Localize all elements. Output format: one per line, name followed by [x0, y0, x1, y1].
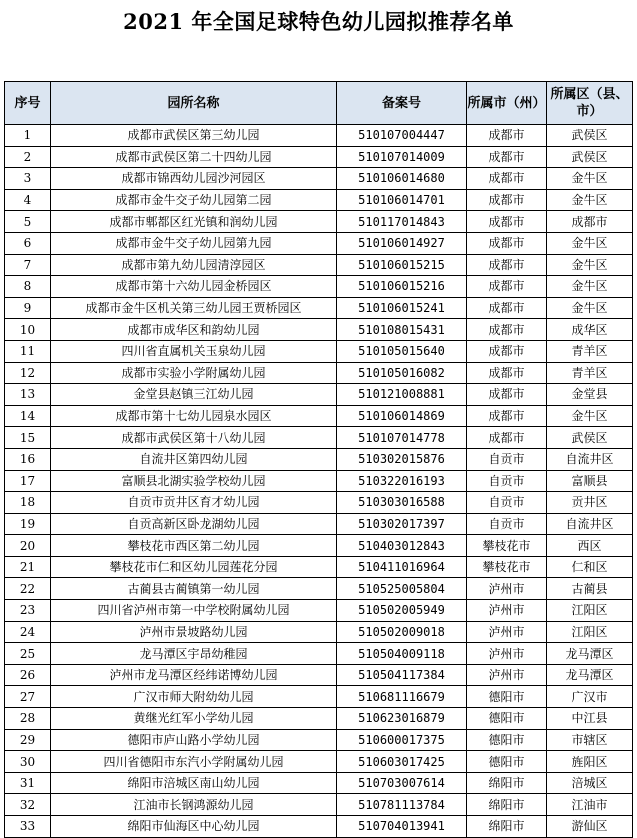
cell-index: 2 [5, 146, 51, 168]
table-row [5, 556, 633, 578]
cell-index: 30 [5, 751, 51, 773]
cell-district: 广汉市 [547, 686, 633, 708]
cell-registration-code: 510781113784 [337, 794, 467, 816]
cell-district: 市辖区 [547, 729, 633, 751]
cell-index: 31 [5, 772, 51, 794]
table-row [5, 276, 633, 298]
table-row [5, 362, 633, 384]
cell-index: 14 [5, 405, 51, 427]
cell-city: 泸州市 [467, 578, 547, 600]
cell-district: 金牛区 [547, 168, 633, 190]
cell-kindergarten-name: 成都市锦西幼儿园沙河园区 [51, 168, 337, 190]
cell-index: 23 [5, 600, 51, 622]
cell-registration-code: 510303016588 [337, 492, 467, 514]
cell-city: 成都市 [467, 254, 547, 276]
table-row [5, 794, 633, 816]
cell-kindergarten-name: 成都市金牛交子幼儿园第二园 [51, 189, 337, 211]
table-row [5, 146, 633, 168]
cell-kindergarten-name: 成都市第九幼儿园清淳园区 [51, 254, 337, 276]
table-row [5, 470, 633, 492]
cell-district: 旌阳区 [547, 751, 633, 773]
cell-index: 28 [5, 708, 51, 730]
cell-city: 成都市 [467, 405, 547, 427]
cell-city: 攀枝花市 [467, 556, 547, 578]
cell-district: 涪城区 [547, 772, 633, 794]
cell-index: 16 [5, 448, 51, 470]
cell-district: 龙马潭区 [547, 643, 633, 665]
table-row [5, 708, 633, 730]
cell-city: 绵阳市 [467, 794, 547, 816]
cell-registration-code: 510106015241 [337, 297, 467, 319]
cell-city: 泸州市 [467, 621, 547, 643]
cell-index: 33 [5, 816, 51, 838]
cell-kindergarten-name: 成都市武侯区第三幼儿园 [51, 125, 337, 147]
cell-district: 西区 [547, 535, 633, 557]
cell-registration-code: 510107014778 [337, 427, 467, 449]
cell-registration-code: 510623016879 [337, 708, 467, 730]
cell-registration-code: 510106014680 [337, 168, 467, 190]
cell-city: 成都市 [467, 384, 547, 406]
cell-city: 德阳市 [467, 729, 547, 751]
cell-index: 11 [5, 340, 51, 362]
cell-city: 自贡市 [467, 492, 547, 514]
cell-district: 金牛区 [547, 232, 633, 254]
cell-kindergarten-name: 自贡高新区卧龙湖幼儿园 [51, 513, 337, 535]
cell-registration-code: 510117014843 [337, 211, 467, 233]
cell-registration-code: 510106015215 [337, 254, 467, 276]
cell-registration-code: 510105016082 [337, 362, 467, 384]
table-row [5, 448, 633, 470]
cell-kindergarten-name: 金堂县赵镇三江幼儿园 [51, 384, 337, 406]
cell-city: 泸州市 [467, 664, 547, 686]
cell-registration-code: 510302015876 [337, 448, 467, 470]
cell-index: 12 [5, 362, 51, 384]
cell-index: 29 [5, 729, 51, 751]
cell-city: 攀枝花市 [467, 535, 547, 557]
cell-district: 金牛区 [547, 254, 633, 276]
cell-registration-code: 510504009118 [337, 643, 467, 665]
cell-kindergarten-name: 成都市武侯区第十八幼儿园 [51, 427, 337, 449]
cell-registration-code: 510681116679 [337, 686, 467, 708]
cell-kindergarten-name: 广汉市师大附幼幼儿园 [51, 686, 337, 708]
cell-kindergarten-name: 自流井区第四幼儿园 [51, 448, 337, 470]
cell-kindergarten-name: 自贡市贡井区育才幼儿园 [51, 492, 337, 514]
table-row [5, 125, 633, 147]
cell-index: 4 [5, 189, 51, 211]
cell-index: 15 [5, 427, 51, 449]
cell-index: 21 [5, 556, 51, 578]
cell-kindergarten-name: 古蔺县古蔺镇第一幼儿园 [51, 578, 337, 600]
cell-district: 贡井区 [547, 492, 633, 514]
cell-district: 金牛区 [547, 189, 633, 211]
cell-registration-code: 510105015640 [337, 340, 467, 362]
cell-registration-code: 510603017425 [337, 751, 467, 773]
cell-district: 江阳区 [547, 600, 633, 622]
cell-registration-code: 510302017397 [337, 513, 467, 535]
cell-registration-code: 510106014869 [337, 405, 467, 427]
table-row [5, 751, 633, 773]
cell-district: 自流井区 [547, 448, 633, 470]
cell-district: 富顺县 [547, 470, 633, 492]
cell-registration-code: 510106015216 [337, 276, 467, 298]
table-row [5, 297, 633, 319]
cell-registration-code: 510107004447 [337, 125, 467, 147]
cell-district: 武侯区 [547, 146, 633, 168]
cell-kindergarten-name: 攀枝花市仁和区幼儿园莲花分园 [51, 556, 337, 578]
cell-index: 3 [5, 168, 51, 190]
cell-registration-code: 510504117384 [337, 664, 467, 686]
cell-index: 20 [5, 535, 51, 557]
table-row [5, 664, 633, 686]
table-row [5, 211, 633, 233]
cell-kindergarten-name: 龙马潭区宇昂幼稚园 [51, 643, 337, 665]
cell-city: 绵阳市 [467, 772, 547, 794]
cell-registration-code: 510403012843 [337, 535, 467, 557]
cell-kindergarten-name: 泸州市龙马潭区经纬诺博幼儿园 [51, 664, 337, 686]
cell-kindergarten-name: 绵阳市涪城区南山幼儿园 [51, 772, 337, 794]
cell-kindergarten-name: 德阳市庐山路小学幼儿园 [51, 729, 337, 751]
cell-kindergarten-name: 成都市第十六幼儿园金桥园区 [51, 276, 337, 298]
table-row [5, 319, 633, 341]
cell-district: 龙马潭区 [547, 664, 633, 686]
cell-kindergarten-name: 绵阳市仙海区中心幼儿园 [51, 816, 337, 838]
cell-registration-code: 510322016193 [337, 470, 467, 492]
cell-city: 泸州市 [467, 600, 547, 622]
cell-index: 1 [5, 125, 51, 147]
cell-district: 青羊区 [547, 340, 633, 362]
cell-index: 27 [5, 686, 51, 708]
cell-district: 中江县 [547, 708, 633, 730]
cell-city: 德阳市 [467, 686, 547, 708]
cell-city: 德阳市 [467, 751, 547, 773]
cell-registration-code: 510600017375 [337, 729, 467, 751]
header-name: 园所名称 [51, 82, 337, 125]
table-row [5, 578, 633, 600]
cell-city: 成都市 [467, 168, 547, 190]
table-row [5, 168, 633, 190]
table-row [5, 600, 633, 622]
cell-city: 成都市 [467, 125, 547, 147]
cell-registration-code: 510502005949 [337, 600, 467, 622]
cell-kindergarten-name: 四川省德阳市东汽小学附属幼儿园 [51, 751, 337, 773]
cell-registration-code: 510703007614 [337, 772, 467, 794]
cell-index: 9 [5, 297, 51, 319]
cell-city: 成都市 [467, 427, 547, 449]
table-row [5, 772, 633, 794]
cell-district: 武侯区 [547, 125, 633, 147]
cell-registration-code: 510107014009 [337, 146, 467, 168]
cell-city: 成都市 [467, 146, 547, 168]
cell-district: 金堂县 [547, 384, 633, 406]
cell-district: 成华区 [547, 319, 633, 341]
table-row [5, 686, 633, 708]
cell-registration-code: 510106014927 [337, 232, 467, 254]
cell-district: 仁和区 [547, 556, 633, 578]
table-row [5, 535, 633, 557]
table-row [5, 384, 633, 406]
cell-city: 成都市 [467, 297, 547, 319]
cell-city: 德阳市 [467, 708, 547, 730]
cell-city: 自贡市 [467, 513, 547, 535]
table-body [5, 125, 633, 838]
cell-registration-code: 510502009018 [337, 621, 467, 643]
cell-index: 17 [5, 470, 51, 492]
cell-registration-code: 510525005804 [337, 578, 467, 600]
cell-kindergarten-name: 富顺县北湖实验学校幼儿园 [51, 470, 337, 492]
cell-city: 成都市 [467, 276, 547, 298]
cell-district: 游仙区 [547, 816, 633, 838]
cell-city: 成都市 [467, 211, 547, 233]
cell-district: 江阳区 [547, 621, 633, 643]
cell-district: 武侯区 [547, 427, 633, 449]
table-row [5, 621, 633, 643]
table-row [5, 816, 633, 838]
cell-city: 自贡市 [467, 448, 547, 470]
table-row [5, 254, 633, 276]
cell-index: 10 [5, 319, 51, 341]
cell-city: 成都市 [467, 340, 547, 362]
cell-kindergarten-name: 黄继光红军小学幼儿园 [51, 708, 337, 730]
cell-index: 25 [5, 643, 51, 665]
table-row [5, 492, 633, 514]
cell-district: 金牛区 [547, 405, 633, 427]
cell-city: 成都市 [467, 362, 547, 384]
table-row [5, 513, 633, 535]
page-title: 2021 年全国足球特色幼儿园拟推荐名单 [123, 9, 514, 34]
header-district: 所属区（县、市） [547, 82, 633, 125]
cell-city: 成都市 [467, 189, 547, 211]
cell-registration-code: 510121008881 [337, 384, 467, 406]
cell-kindergarten-name: 成都市成华区和韵幼儿园 [51, 319, 337, 341]
header-code: 备案号 [337, 82, 467, 125]
cell-city: 自贡市 [467, 470, 547, 492]
kindergarten-table [4, 81, 633, 838]
table-row [5, 643, 633, 665]
cell-index: 6 [5, 232, 51, 254]
cell-kindergarten-name: 四川省直属机关玉泉幼儿园 [51, 340, 337, 362]
cell-kindergarten-name: 江油市长钢鸿源幼儿园 [51, 794, 337, 816]
cell-index: 13 [5, 384, 51, 406]
cell-kindergarten-name: 成都市实验小学附属幼儿园 [51, 362, 337, 384]
table-row [5, 189, 633, 211]
cell-index: 5 [5, 211, 51, 233]
cell-city: 绵阳市 [467, 816, 547, 838]
cell-registration-code: 510704013941 [337, 816, 467, 838]
cell-district: 青羊区 [547, 362, 633, 384]
table-row [5, 232, 633, 254]
table-row [5, 340, 633, 362]
cell-index: 24 [5, 621, 51, 643]
cell-kindergarten-name: 泸州市景坡路幼儿园 [51, 621, 337, 643]
cell-index: 22 [5, 578, 51, 600]
cell-city: 泸州市 [467, 643, 547, 665]
cell-district: 金牛区 [547, 276, 633, 298]
cell-district: 金牛区 [547, 297, 633, 319]
table-row [5, 427, 633, 449]
cell-city: 成都市 [467, 232, 547, 254]
table-header [5, 82, 633, 125]
cell-kindergarten-name: 成都市金牛区机关第三幼儿园王贾桥园区 [51, 297, 337, 319]
cell-index: 8 [5, 276, 51, 298]
header-index: 序号 [5, 82, 51, 125]
cell-index: 18 [5, 492, 51, 514]
cell-city: 成都市 [467, 319, 547, 341]
cell-kindergarten-name: 成都市武侯区第二十四幼儿园 [51, 146, 337, 168]
header-city: 所属市（州） [467, 82, 547, 125]
cell-district: 江油市 [547, 794, 633, 816]
cell-kindergarten-name: 四川省泸州市第一中学校附属幼儿园 [51, 600, 337, 622]
table-row [5, 729, 633, 751]
header-row [5, 82, 633, 125]
cell-registration-code: 510106014701 [337, 189, 467, 211]
cell-kindergarten-name: 成都市金牛交子幼儿园第九园 [51, 232, 337, 254]
cell-kindergarten-name: 成都市第十七幼儿园泉水园区 [51, 405, 337, 427]
cell-district: 古蔺县 [547, 578, 633, 600]
cell-index: 32 [5, 794, 51, 816]
cell-kindergarten-name: 攀枝花市西区第二幼儿园 [51, 535, 337, 557]
cell-registration-code: 510411016964 [337, 556, 467, 578]
cell-district: 成都市 [547, 211, 633, 233]
table-row [5, 405, 633, 427]
cell-index: 7 [5, 254, 51, 276]
cell-kindergarten-name: 成都市郫都区红光镇和润幼儿园 [51, 211, 337, 233]
cell-registration-code: 510108015431 [337, 319, 467, 341]
cell-index: 26 [5, 664, 51, 686]
cell-index: 19 [5, 513, 51, 535]
cell-district: 自流井区 [547, 513, 633, 535]
